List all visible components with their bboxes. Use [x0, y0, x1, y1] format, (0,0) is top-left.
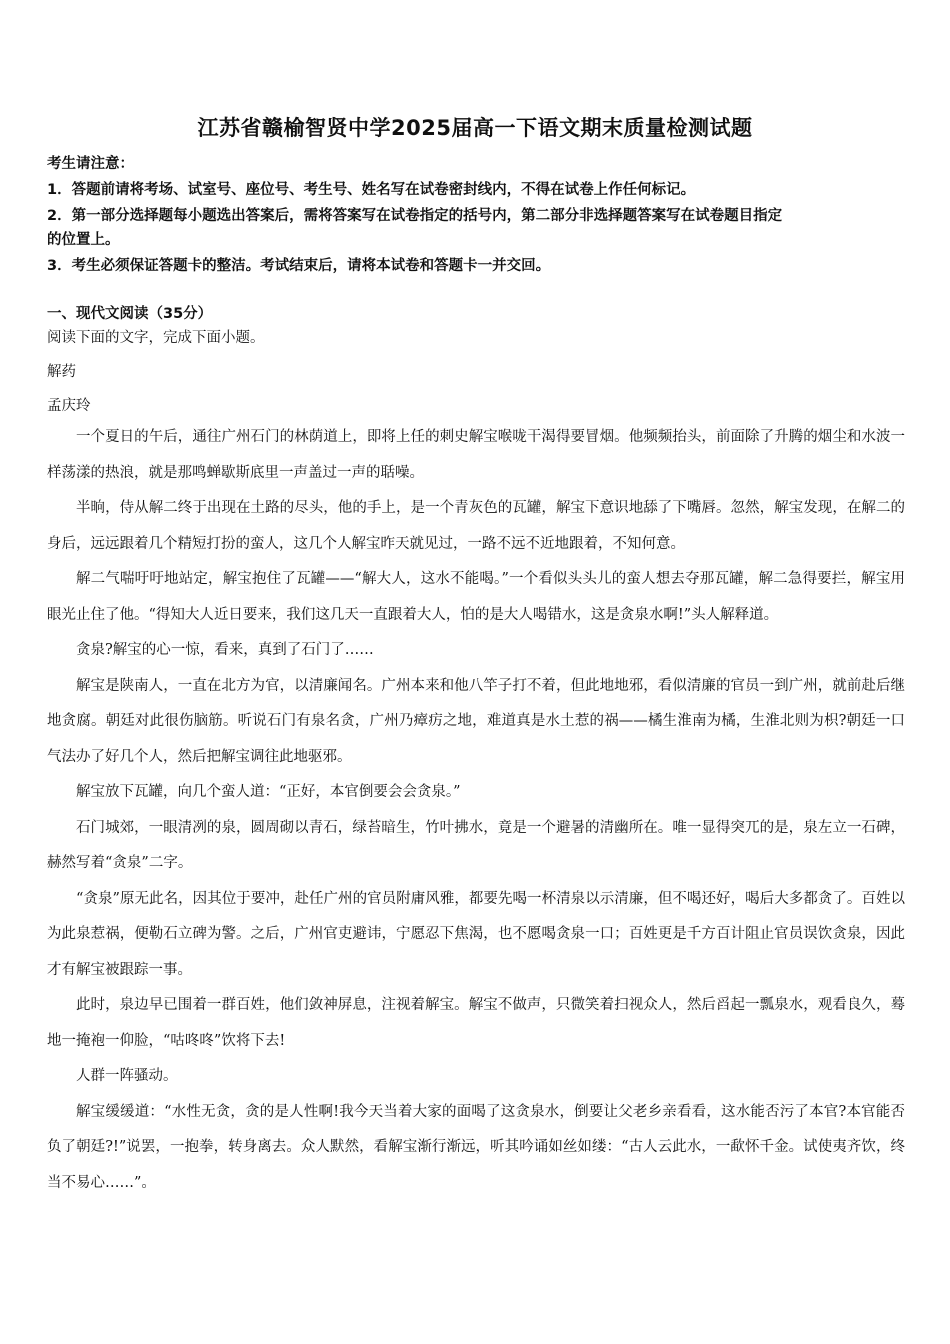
paragraph: 此时，泉边早已围着一群百姓，他们敛神屏息，注视着解宝。解宝不做声，只微笑着扫视众人，然后舀起一瓢泉水，观看良久，蓦地一掩袍一仰脸，“咕咚咚”饮将下去! [47, 997, 905, 1049]
story-title: 解药 [47, 364, 76, 380]
paragraph: 一个夏日的午后，通往广州石门的林荫道上，即将上任的刺史解宝喉咙干渴得要冒烟。他频频抬头，前面除了升腾的烟尘和水波一样荡漾的热浪，就是那鸣蝉歇斯底里一声盖过一声的聒噪。 [47, 429, 905, 481]
paragraph: 半晌，侍从解二终于出现在土路的尽头，他的手上，是一个青灰色的瓦罐，解宝下意识地舔了下嘴唇。忽然，解宝发现，在解二的身后，远远跟着几个精短打扮的蛮人，这几个人解宝昨天就见过，一路不远不近地跟着，不知何意。 [47, 500, 905, 552]
section-instruction: 阅读下面的文字，完成下面小题。 [47, 330, 265, 346]
story-author: 孟庆玲 [47, 398, 91, 414]
paragraph: 解二气喘吁吁地站定，解宝抱住了瓦罐——“解大人，这水不能喝。”一个看似头头儿的蛮人想去夺那瓦罐，解二急得要拦，解宝用眼光止住了他。“得知大人近日要来，我们这几天一直跟着大人，怕的是大人喝错水，这是贪泉水啊!”头人解释道。 [47, 571, 905, 623]
paragraph: 人群一阵骚动。 [76, 1068, 178, 1084]
section-heading: 一、现代文阅读（35分） [47, 306, 213, 322]
page-title: 江苏省赣榆智贤中学2025届高一下语文期末质量检测试题 [197, 116, 753, 140]
paragraph: 解宝是陕南人，一直在北方为官，以清廉闻名。广州本来和他八竿子打不着，但此地地邪，看似清廉的官员一到广州，就前赴后继地贪腐。朝廷对此很伤脑筋。听说石门有泉名贪，广州乃瘴疠之地，难道真是水土惹的祸——橘生淮南为橘，生淮北则为枳?朝廷一口气法办了好几个人，然后把解宝调往此地驱邪。 [47, 677, 905, 765]
paragraph: “贪泉”原无此名，因其位于要冲，赴任广州的官员附庸风雅，都要先喝一杯清泉以示清廉，但不喝还好，喝后大多都贪了。百姓以为此泉惹祸，便勒石立碑为警。之后，广州官吏避讳，宁愿忍下焦渴，也不愿喝贪泉一口；百姓更是千方百计阻止官员误饮贪泉，因此才有解宝被跟踪一事。 [47, 890, 905, 978]
notice-item-2: 2．第一部分选择题每小题选出答案后，需将答案写在试卷指定的括号内，第二部分非选择题答案写在试卷题目指定 [47, 208, 783, 224]
notice-item-1: 1．答题前请将考场、试室号、座位号、考生号、姓名写在试卷密封线内，不得在试卷上作任何标记。 [47, 182, 696, 198]
notice-item-3: 3．考生必须保证答题卡的整洁。考试结束后，请将本试卷和答题卡一并交回。 [47, 258, 551, 274]
notice-item-2-cont: 的位置上。 [47, 232, 120, 248]
paragraph: 石门城郊，一眼清冽的泉，圆周砌以青石，绿苔暗生，竹叶拂水，竟是一个避暑的清幽所在。唯一显得突兀的是，泉左立一石碑，赫然写着“贪泉”二字。 [47, 819, 905, 871]
paragraph: 解宝缓缓道：“水性无贪，贪的是人性啊!我今天当着大家的面喝了这贪泉水，倒要让父老乡亲看看，这水能否污了本官?本官能否负了朝廷?!”说罢，一抱拳，转身离去。众人默然，看解宝渐行渐远，听其吟诵如丝如缕：“古人云此水，一歃怀千金。试使夷齐饮，终当不易心……”。 [47, 1103, 905, 1191]
notice-heading: 考生请注意： [47, 156, 134, 172]
story-body [47, 420, 905, 1201]
paragraph: 解宝放下瓦罐，向几个蛮人道：“正好，本官倒要会会贪泉。” [76, 784, 461, 800]
paragraph: 贪泉?解宝的心一惊，看来，真到了石门了…… [76, 642, 374, 658]
